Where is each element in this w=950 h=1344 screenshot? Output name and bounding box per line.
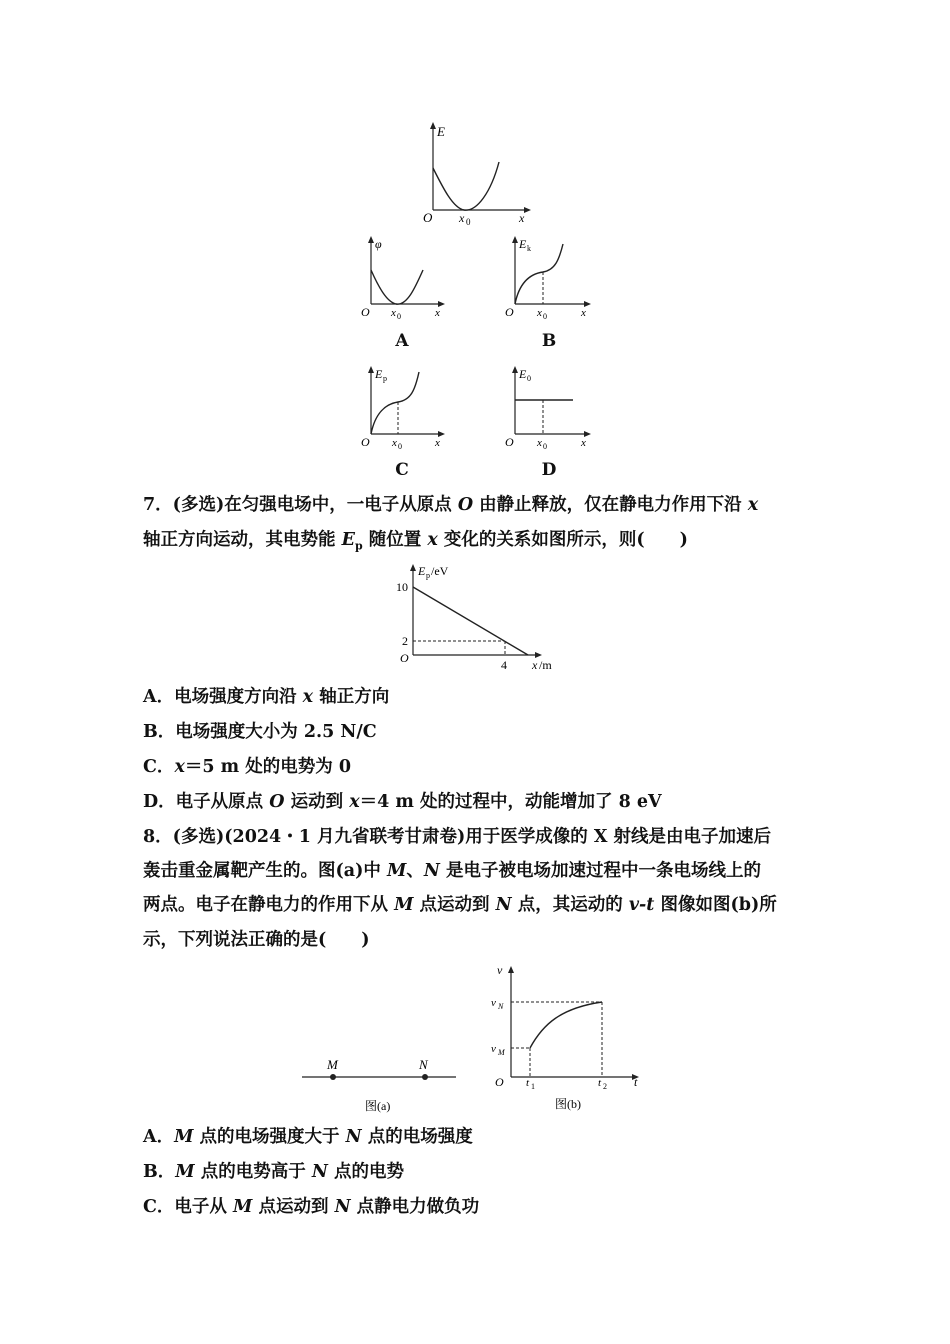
y-axis-sub: 0 [527, 374, 531, 383]
x0-sub: 0 [543, 312, 547, 321]
x-axis-label: t [634, 1075, 638, 1089]
y-axis-sub: p [383, 374, 387, 383]
caption-a: 图(a) [365, 1099, 391, 1113]
x-tick-4: 4 [501, 658, 507, 672]
label-n: N [419, 1057, 428, 1072]
y-axis-label: E [519, 367, 527, 381]
q8-line-1: 8．(多选)(2024・1 月九省联考甘肃卷)用于医学成像的 X 射线是由电子加速后 [143, 827, 772, 847]
option-letter-c: C [395, 460, 409, 480]
vn-label: v [491, 997, 496, 1009]
x-axis-label: x [581, 437, 586, 449]
graph-option-c [355, 362, 450, 450]
x0-sub: 0 [398, 442, 402, 450]
y-tick-10: 10 [396, 580, 408, 594]
y-axis-label: v [497, 963, 503, 977]
x-axis-label: x [532, 658, 538, 672]
x-axis-label: x [519, 211, 525, 225]
y-axis-label: E [519, 237, 527, 251]
vn-sub: N [498, 1002, 504, 1011]
q8-line-3: 两点。电子在静电力的作用下从 M 点运动到 N 点，其运动的 v-t 图像如图(b)所 [143, 895, 777, 915]
y-axis-sub: k [527, 244, 531, 253]
caption-b: 图(b) [555, 1097, 581, 1111]
x0-label: x [391, 307, 396, 319]
x0-label: x [537, 437, 542, 449]
q8-option-c[interactable]: C．电子从 M 点运动到 N 点静电力做负功 [143, 1197, 480, 1217]
vm-label: v [491, 1043, 496, 1055]
point-n [422, 1074, 428, 1080]
y-axis-label: E [437, 124, 445, 139]
graph-option-b [501, 232, 596, 324]
t1-label: t [526, 1077, 530, 1089]
y-axis-label: E [418, 564, 426, 578]
origin-label: O [423, 210, 433, 225]
x0-sub: 0 [543, 442, 547, 450]
x-axis-label: x [435, 437, 440, 449]
x0-label: x [459, 211, 465, 225]
x0-sub: 0 [397, 312, 401, 321]
label-m: M [327, 1057, 338, 1072]
q8-line-4: 示，下列说法正确的是( ) [143, 930, 370, 950]
t2-label: t [598, 1077, 602, 1089]
option-letter-a: A [395, 331, 409, 351]
q7-option-b[interactable]: B．电场强度大小为 2.5 N/C [143, 722, 377, 742]
graph-option-d [501, 362, 596, 450]
figure-a-field-line [298, 1052, 463, 1118]
graph-ep-x [388, 560, 568, 672]
y-axis-label: E [375, 367, 383, 381]
x0-label: x [392, 437, 397, 449]
q8-line-2: 轰击重金属靶产生的。图(a)中 M、N 是电子被电场加速过程中一条电场线上的 [143, 861, 761, 881]
origin-label: O [505, 305, 514, 319]
t2-sub: 2 [603, 1082, 607, 1091]
y-axis-label: φ [375, 237, 382, 251]
x0-sub: 0 [466, 217, 471, 226]
x0-label: x [537, 307, 542, 319]
figure-b-v-t [485, 962, 655, 1116]
graph-option-a [355, 232, 450, 324]
y-axis-sub: p [426, 571, 430, 580]
q8-option-a[interactable]: A．M 点的电场强度大于 N 点的电场强度 [143, 1127, 473, 1147]
origin-label: O [495, 1075, 504, 1089]
point-m [330, 1074, 336, 1080]
x-axis-unit: /m [539, 658, 552, 672]
v-t-curve [530, 1002, 602, 1048]
vm-sub: M [498, 1048, 505, 1057]
y-axis-unit: /eV [431, 564, 449, 578]
option-letter-b: B [541, 331, 557, 351]
graph-e-x [415, 118, 535, 226]
y-tick-2: 2 [402, 634, 408, 648]
origin-label: O [400, 651, 409, 665]
origin-label: O [361, 435, 370, 449]
origin-label: O [361, 305, 370, 319]
ep-line [413, 587, 528, 655]
q7-option-d[interactable]: D．电子从原点 O 运动到 x＝4 m 处的过程中，动能增加了 8 eV [143, 792, 662, 812]
x-axis-label: x [435, 307, 440, 319]
q7-line-1: 7．(多选)在匀强电场中，一电子从原点 O 由静止释放，仅在静电力作用下沿 x [143, 495, 759, 515]
x-axis-label: x [581, 307, 586, 319]
option-letter-d: D [541, 460, 557, 480]
q7-option-c[interactable]: C．x＝5 m 处的电势为 0 [143, 757, 352, 777]
q7-line-2: 轴正方向运动，其电势能 $E_p$ 随位置 x 变化的关系如图所示，则( ) [143, 530, 688, 553]
origin-label: O [505, 435, 514, 449]
q7-option-a[interactable]: A．电场强度方向沿 x 轴正方向 [143, 687, 390, 707]
q8-option-b[interactable]: B．M 点的电势高于 N 点的电势 [143, 1162, 404, 1182]
t1-sub: 1 [531, 1082, 535, 1091]
